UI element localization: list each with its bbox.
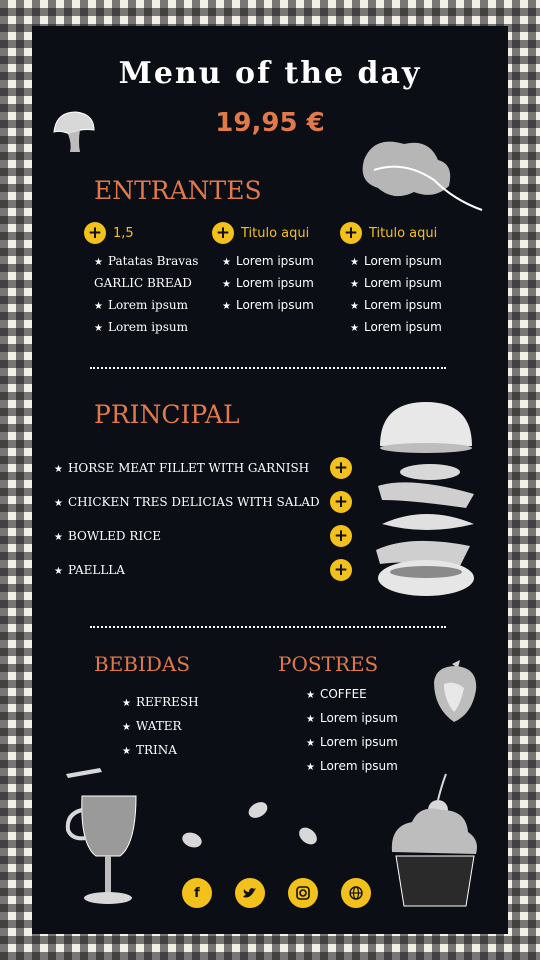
list-item: ★ Lorem ipsum [350,254,442,268]
list-item: ★ Lorem ipsum [306,759,398,773]
list-item: ★ Lorem ipsum [306,711,398,725]
list-item: GARLIC BREAD [94,276,192,290]
entrantes-column-2 [212,222,314,316]
list-item: ★ REFRESH [122,695,199,709]
add-main-3-button[interactable]: + [330,525,352,547]
main-item: ★ BOWLED RICE + [54,519,352,553]
leaf-illustration [354,130,494,220]
list-item: ★ Lorem ipsum [222,276,314,290]
add-main-2-button[interactable]: + [330,491,352,513]
burger-illustration [370,396,482,602]
dotted-divider [90,367,446,369]
menu-board [32,26,508,934]
twitter-icon[interactable] [235,878,265,908]
bebidas-heading: BEBIDAS [94,652,191,676]
principal-heading: PRINCIPAL [94,400,240,429]
list-item: ★ TRINA [122,743,177,757]
cupcake-illustration [386,770,482,910]
menu-title: Menu of the day [118,56,422,91]
list-item: ★ Lorem ipsum [350,276,442,290]
column-title: Titulo aqui [369,225,438,241]
facebook-icon[interactable]: f [182,878,212,908]
dotted-divider [90,626,446,628]
menu-price: 19,95 € [215,108,325,138]
mushroom-illustration [50,108,98,154]
list-item: ★ Lorem ipsum [222,254,314,268]
list-item: ★ COFFEE [306,687,367,701]
entrantes-heading: ENTRANTES [94,176,262,205]
main-item: ★ HORSE MEAT FILLET WITH GARNISH + [54,451,352,485]
instagram-icon[interactable] [288,878,318,908]
main-item: ★ PAELLLA + [54,553,352,587]
list-item: ★ WATER [122,719,182,733]
social-links [182,878,371,908]
list-item: ★ Patatas Bravas [94,254,199,268]
column-title: Titulo aqui [241,225,310,241]
list-item: ★ Lorem ipsum [94,320,188,334]
postres-list [306,682,398,778]
add-entrante-3-button[interactable]: + [340,222,362,244]
globe-icon[interactable] [341,878,371,908]
list-item: ★ Lorem ipsum [350,298,442,312]
list-item: ★ Lorem ipsum [222,298,314,312]
bebidas-list [122,690,199,762]
main-item: ★ CHICKEN TRES DELICIAS WITH SALAD + [54,485,352,519]
list-item: ★ Lorem ipsum [306,735,398,749]
column-title: 1,5 [113,225,134,241]
entrantes-column-3 [340,222,442,338]
add-entrante-2-button[interactable]: + [212,222,234,244]
add-entrante-1-button[interactable]: + [84,222,106,244]
add-main-1-button[interactable]: + [330,457,352,479]
postres-heading: POSTRES [278,652,379,676]
add-main-4-button[interactable]: + [330,559,352,581]
principal-list [54,451,352,587]
entrantes-column-1 [84,222,198,338]
glass-illustration [60,766,150,916]
strawberry-illustration [426,656,484,726]
coffee-beans-illustration [178,796,328,880]
list-item: ★ Lorem ipsum [94,298,188,312]
list-item: ★ Lorem ipsum [350,320,442,334]
